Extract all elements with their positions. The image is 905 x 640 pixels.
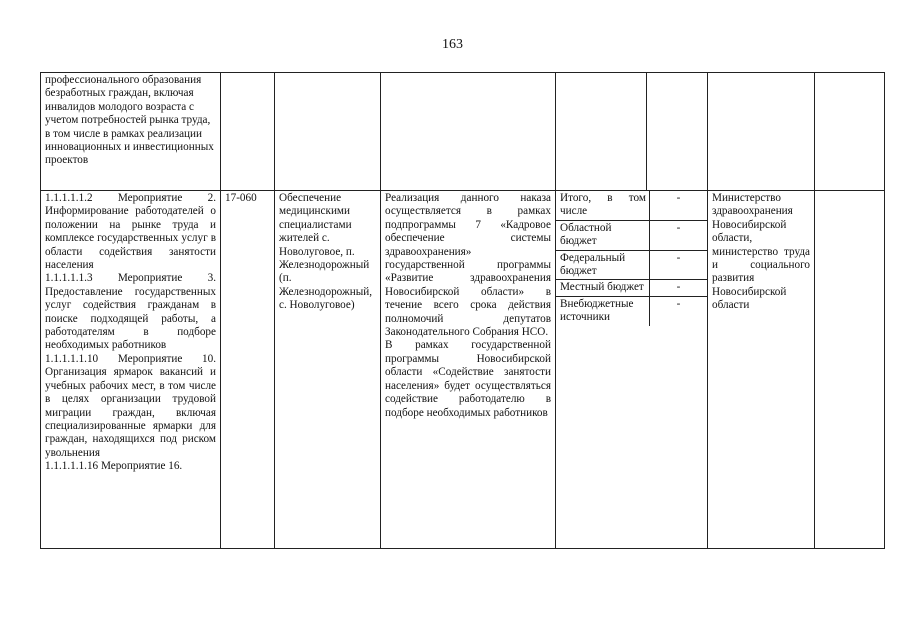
financing-row-total (556, 191, 707, 221)
page-number: 163 (442, 37, 463, 52)
activity-cell-continued: профессионального образования безработных граждан, включая инвалидов молодого возраста с учетом потребностей рынка труда, в том числе в рамках реализации инновационных и инвестиционных проектов (41, 73, 221, 191)
financing-sources (556, 191, 707, 326)
financing-row-regional (556, 221, 707, 251)
table-row-continuation (41, 73, 885, 191)
financing-label: Итого, в том числе (556, 191, 650, 220)
table-row-mandate (41, 191, 885, 549)
mandate-purpose-cell: Обеспечение медицинскими специалистами жителей с. Новолуговое, п. Железнодорожный (п. Железнодорожный, с. Новолуговое) (275, 191, 381, 549)
mandate-code-cell: 17-060 (221, 191, 275, 549)
financing-value: - (676, 192, 681, 204)
financing-value: - (676, 297, 681, 310)
empty-cell (381, 73, 556, 191)
financing-label: Местный бюджет (556, 280, 650, 295)
financing-label: Областной бюджет (556, 221, 650, 250)
activity-item: 1.1.1.1.1.10 Мероприятие 10. Организация ярмарок вакансий и учебных рабочих мест, в том числе в целях организации трудовой миграции граждан, включая специализированные ярмарки для граждан, находящихся под риском увольнения (45, 352, 216, 459)
empty-cell (815, 73, 885, 191)
empty-cell (556, 73, 647, 191)
executor-cell: Министерство здравоохранения Новосибирской области, министерство труда и социального развития Новосибирской области (708, 191, 815, 549)
empty-cell (647, 73, 708, 191)
implementation-paragraph: Реализация данного наказа осуществляется в рамках подпрограммы 7 «Кадровое обеспечение системы здравоохранения» государственной программы «Развитие здравоохранения Новосибирской области» в течение всего срока действия полномочий депутатов Законодательного Собрания НСО. (385, 192, 551, 339)
financing-value: - (676, 251, 681, 264)
implementation-paragraph: В рамках государственной программы Новосибирской области «Содействие занятости населения» будет осуществляться содействие работодателю в подборе необходимых работников (385, 339, 551, 419)
financing-row-federal (556, 251, 707, 281)
empty-cell (221, 73, 275, 191)
financing-cell (556, 191, 708, 549)
activity-item: 1.1.1.1.1.16 Мероприятие 16. (45, 460, 183, 473)
financing-row-local (556, 280, 707, 296)
activity-item: 1.1.1.1.1.3 Мероприятие 3. Предоставление государственных услуг содействия гражданам в поиске подходящей работы, а работодателям в подборе необходимых работников (45, 272, 216, 352)
implementation-cell (381, 191, 556, 549)
empty-cell (275, 73, 381, 191)
financing-value: - (676, 281, 681, 294)
financing-row-extrabudgetary (556, 297, 707, 326)
financing-value: - (676, 221, 681, 234)
empty-cell (708, 73, 815, 191)
financing-label: Федеральный бюджет (556, 251, 650, 280)
financing-label: Внебюджетные источники (556, 297, 650, 326)
empty-cell (815, 191, 885, 549)
mandates-table (40, 72, 885, 549)
activity-item: 1.1.1.1.1.2 Мероприятие 2. Информирование работодателей о положении на рынке труда и комплексе государственных услуг в области содействия занятости населения (45, 192, 216, 272)
activities-cell (41, 191, 221, 549)
